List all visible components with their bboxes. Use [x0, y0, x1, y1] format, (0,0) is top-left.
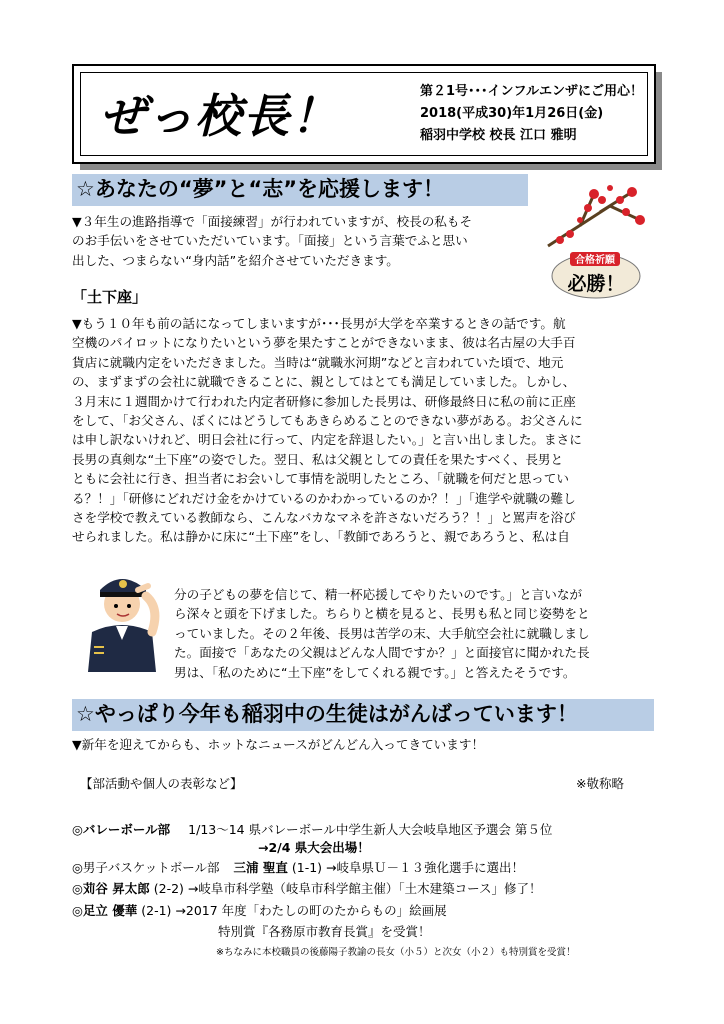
award-name: ◎足立 優華: [72, 903, 138, 918]
story-line: さを学校で教えている教師なら、こんなバカなマネを許さないだろう？！」と罵声を浴び: [72, 510, 576, 526]
issue-date: 2018(平成30)年1月26日(金): [420, 106, 604, 121]
award-prefix: ◎男子バスケットボール部: [72, 860, 220, 875]
award-item-volleyball: [72, 820, 552, 838]
section1-intro: [72, 212, 472, 270]
story-line: をして、「お父さん、ぼくにはどうしてもあきらめることのできない夢がある。お父さんに: [72, 413, 583, 429]
story-body: [72, 314, 583, 547]
story-line: っていました。その２年後、長男は苦学の末、大手航空会社に就職しまし: [174, 625, 590, 641]
award-name: ◎苅谷 昇太郎: [72, 881, 150, 896]
story-line: ともに会社に行き、担当者にお会いして事情を説明したところ、「就職を何だと思ってい: [72, 471, 569, 487]
story-line: の、まずまずの会社に就職できることに、親としてはとても満足していました。しかし、: [72, 374, 576, 390]
intro-line: 出した、つまらない“身内話”を紹介させていただきます。: [72, 252, 399, 268]
awards-list-title: 【部活動や個人の表彰など】: [80, 776, 243, 791]
story-line: る？！」「研修にどれだけ金をかけているのかわかっているのか？！」「進学や就職の難し: [72, 490, 576, 506]
award-detail: (2-1) →2017 年度「わたしの町のたからもの」絵画展: [141, 903, 447, 918]
story-line: は申し訳ないけれど、明日会社に行って、内定を辞退したい。」と言い出しました。まさに: [72, 432, 582, 448]
award-name: 三浦 聖直: [233, 860, 288, 875]
issue-author: 稲羽中学校 校長 江口 雅明: [420, 128, 577, 143]
story-body-indented: [174, 585, 590, 682]
story-line: ３月末に１週間かけて行われた内定者研修に参加した長男は、研修最終日に私の前に正座: [72, 393, 576, 409]
section-heading-dream: ☆あなたの“夢”と“志”を応援します！: [72, 174, 528, 206]
section-heading-students: ☆やっぱり今年も稲羽中の生徒はがんばっています！: [72, 699, 654, 731]
badge-small-text: 合格祈願: [575, 255, 615, 266]
honorific-note: ※敬称略: [576, 776, 624, 791]
award-name: ◎バレーボール部: [72, 822, 171, 837]
masthead: [72, 64, 656, 164]
badge-big-text: 必勝！: [567, 273, 625, 295]
story-line: た。面接で「あなたの父親はどんな人間ですか？」と面接官に聞かれた長: [174, 645, 590, 661]
story-line: 分の子どもの夢を信じて、精一杯応援してやりたいのです。」と言いなが: [174, 587, 583, 602]
award-item-basketball: [72, 858, 524, 876]
footnote: ※ちなみに本校職員の後藤陽子教諭の長女（小５）と次女（小２）も特別賞を受賞！: [216, 947, 576, 958]
newsletter-title: ぜっ校長！: [100, 89, 340, 143]
issue-number: 第２1号･･･インフルエンザにご用心！: [420, 84, 644, 99]
plum-blossom-illustration: [540, 180, 652, 300]
section2-intro: ▼新年を迎えてからも、ホットなニュースがどんどん入ってきています！: [72, 737, 485, 752]
story-line: ら深々と頭を下げました。ちらりと横を見ると、長男も私と同じ姿勢をと: [174, 606, 590, 622]
story-line: 貨店に就職内定をいただきました。当時は“就職氷河期”などと言われていた頃で、地元: [72, 354, 564, 370]
story-line: 空機のパイロットになりたいという夢を果たすことができないまま、彼は名古屋の大手百: [72, 335, 576, 351]
story-subheading: 「土下座」: [72, 288, 148, 306]
story-line: ▼もう１０年も前の話になってしまいますが･･･長男が大学を卒業するときの話です。航: [72, 316, 566, 331]
award-result: 特別賞『各務原市教育長賞』を受賞！: [218, 924, 431, 939]
award-detail: (1-1) →岐阜県Ｕ－１３強化選手に選出！: [291, 860, 524, 875]
award-detail: 1/13～14 県バレーボール中学生新人大会岐阜地区予選会 第５位: [188, 822, 553, 837]
award-result: →2/4 県大会出場！: [258, 840, 370, 855]
award-item-art: [72, 901, 447, 919]
award-detail: (2-2) →岐阜市科学塾（岐阜市科学館主催）「土木建築コース」修了！: [153, 881, 542, 896]
intro-line: のお手伝いをさせていただいています。「面接」という言葉でふと思い: [72, 233, 468, 249]
story-line: せられました。私は静かに床に“土下座”をし、「教師であろうと、親であろうと、私は自: [72, 529, 570, 545]
intro-line: ▼３年生の進路指導で「面接練習」が行われていますが、校長の私もそ: [72, 214, 473, 229]
story-line: 男は、「私のために“土下座”をしてくれる親です。」と答えたそうです。: [174, 664, 576, 680]
pilot-illustration: [76, 560, 168, 672]
story-line: 長男の真剣な“土下座”の姿でした。翌日、私は父親としての責任を果たすべく、長男と: [72, 451, 564, 467]
award-item-science: [72, 879, 542, 897]
